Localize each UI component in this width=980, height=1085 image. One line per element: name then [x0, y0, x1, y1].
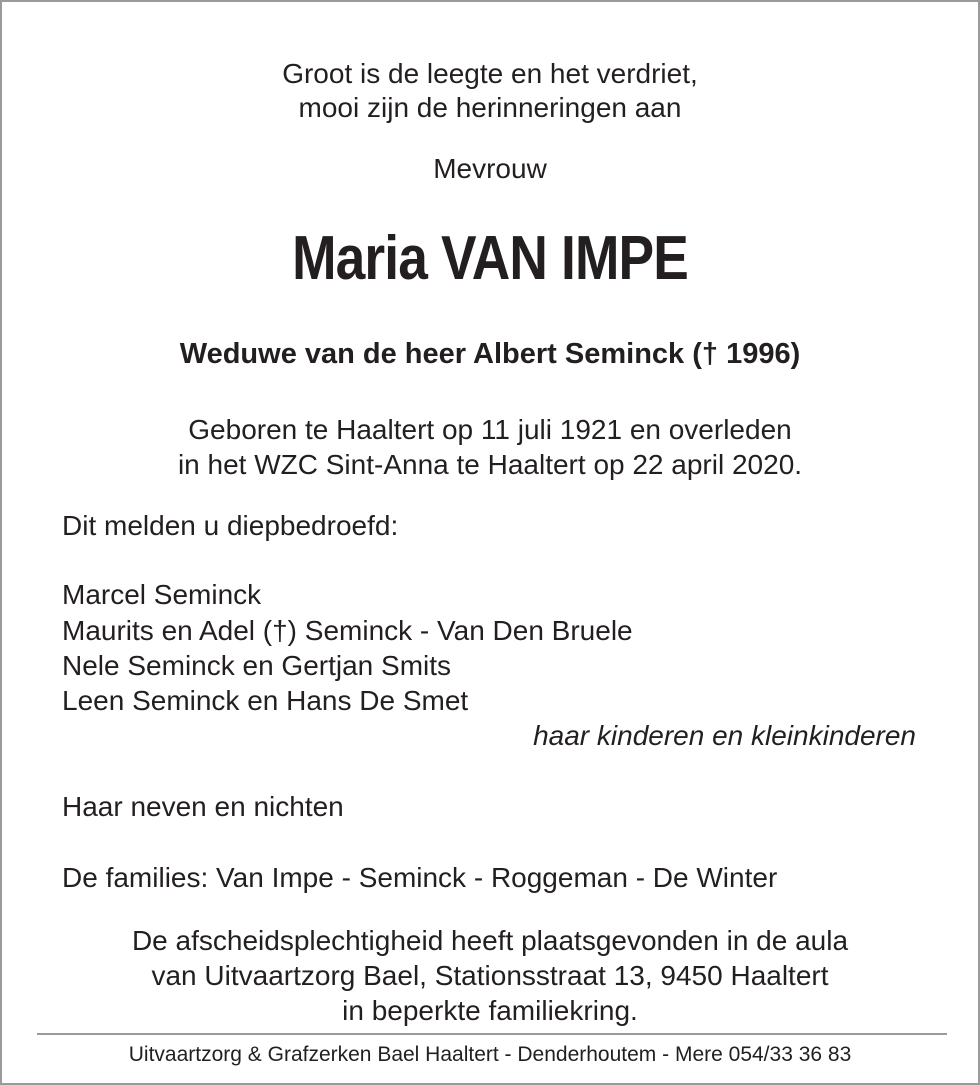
- cousins: Haar neven en nichten: [62, 791, 344, 822]
- intro-line-2: mooi zijn de herinneringen aan: [298, 92, 682, 123]
- mourner: Nele Seminck en Gertjan Smits: [62, 650, 452, 681]
- mourner: Leen Seminck en Hans De Smet: [62, 685, 469, 716]
- mourner: Marcel Seminck: [62, 579, 262, 610]
- mourners-relation: haar kinderen en kleinkinderen: [533, 720, 916, 751]
- birth-death-line-1: Geboren te Haaltert op 11 juli 1921 en overleden: [188, 414, 792, 445]
- announce-intro: Dit melden u diepbedroefd:: [62, 510, 399, 541]
- footer-divider: [37, 1033, 947, 1035]
- widow-of: Weduwe van de heer Albert Seminck († 1996): [179, 338, 801, 370]
- birth-death-line-2: in het WZC Sint-Anna te Haaltert op 22 april 2020.: [177, 449, 803, 480]
- mourner: Maurits en Adel (†) Seminck - Van Den Bruele: [62, 615, 633, 646]
- ceremony-line-1: De afscheidsplechtigheid heeft plaatsgevonden in de aula: [131, 925, 849, 956]
- funeral-home-footer: Uitvaartzorg & Grafzerken Bael Haaltert - Denderhoutem - Mere 054/33 36 83: [128, 1043, 852, 1066]
- intro-line-1: Groot is de leegte en het verdriet,: [282, 58, 698, 89]
- ceremony-line-3: in beperkte familiekring.: [342, 995, 638, 1026]
- ceremony-line-2: van Uitvaartzorg Bael, Stationsstraat 13, 9450 Haaltert: [151, 960, 829, 991]
- salutation: Mevrouw: [433, 153, 547, 184]
- families: De families: Van Impe - Seminck - Roggeman - De Winter: [62, 862, 778, 893]
- deceased-name: Maria VAN IMPE: [292, 224, 688, 293]
